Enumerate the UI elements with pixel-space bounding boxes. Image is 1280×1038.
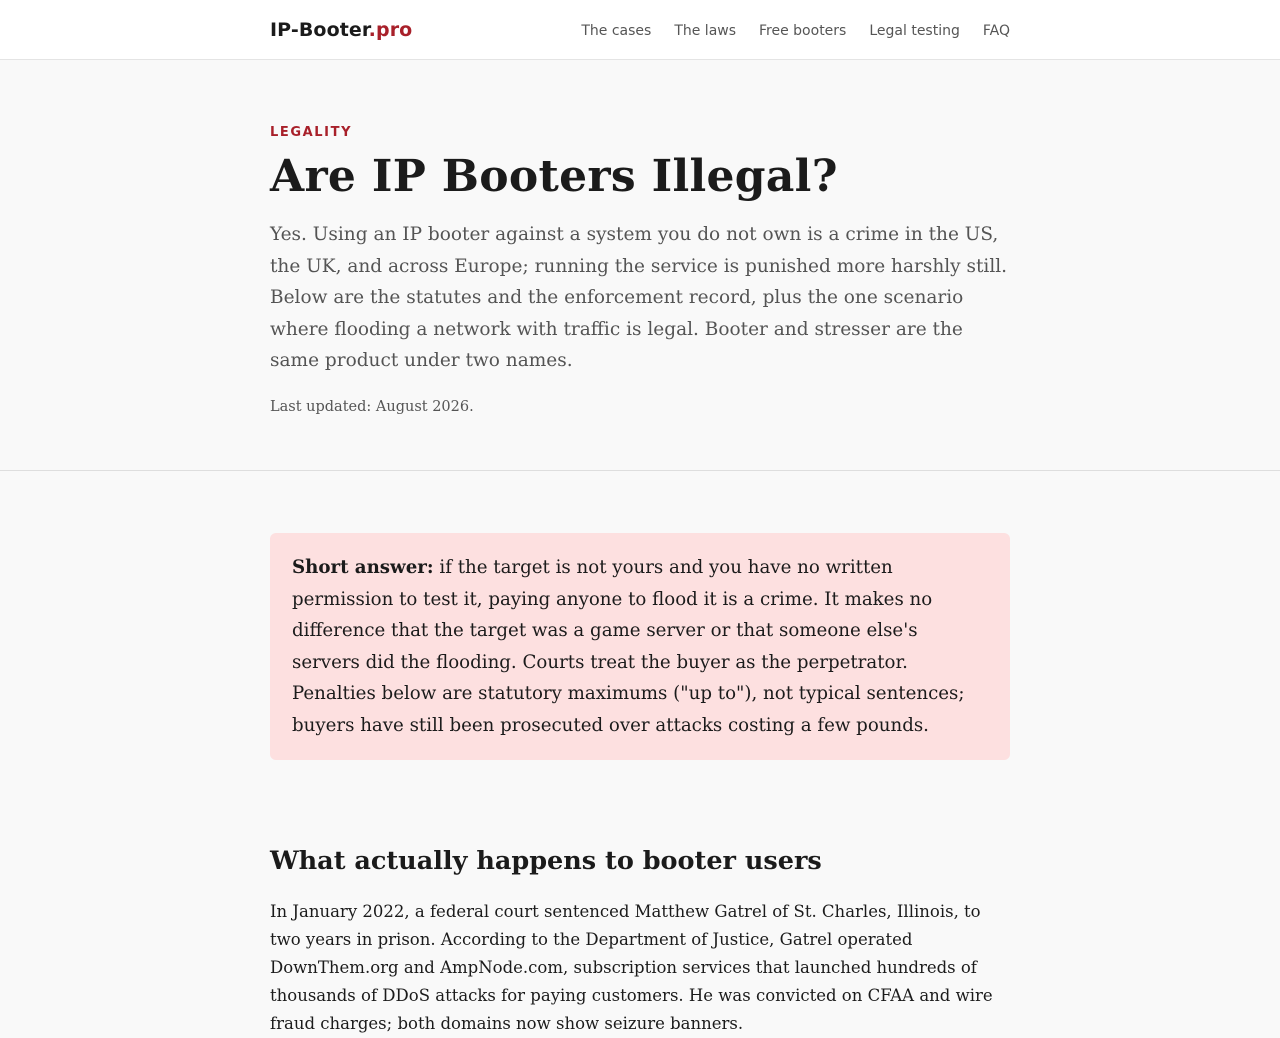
- callout-label: Short answer:: [292, 557, 434, 578]
- nav-link-legal-testing[interactable]: Legal testing: [869, 23, 960, 39]
- section-heading: What actually happens to booter users: [270, 845, 822, 876]
- short-answer-callout: [270, 533, 1010, 760]
- nav-link-laws[interactable]: The laws: [674, 23, 737, 39]
- main-content: [270, 471, 1010, 1038]
- site-logo[interactable]: [270, 19, 412, 41]
- hero-section: [0, 60, 1280, 471]
- callout-text: if the target is not yours and you have no written permission to test it, paying anyone to flood it is a crime. It makes no difference that the target was a game server or that someone else's servers did the flooding. Courts treat the buyer as the perpetrator. Penalties below are statutory maximums ("up to"), not typical sentences; buyers have still been prosecuted over attacks costing a few pounds.: [292, 557, 965, 736]
- lead-paragraph: Yes. Using an IP booter against a system you do not own is a crime in the US, the UK, and across Europe; running the service is punished more harshly still. Below are the statutes and the enforcement record, plus the one scenario where flooding a network with traffic is legal. Booter and stresser are the same product under two names.: [270, 224, 1008, 372]
- logo-main: IP-Booter: [270, 18, 369, 41]
- main-nav: [581, 23, 1010, 39]
- header-inner: [270, 0, 1010, 60]
- last-updated: Last updated: August 2026.: [270, 398, 474, 415]
- nav-link-faq[interactable]: FAQ: [982, 23, 1010, 39]
- hero-inner: [270, 60, 1010, 415]
- logo-tld: .pro: [368, 18, 413, 41]
- nav-link-free-booters[interactable]: Free booters: [759, 23, 847, 39]
- site-header: [0, 0, 1280, 60]
- section-paragraph: In January 2022, a federal court sentenced Matthew Gatrel of St. Charles, Illinois, to two years in prison. According to the Department of Justice, Gatrel operated DownThem.org and AmpNode.com, subscription services that launched hundreds of thousands of DDoS attacks for paying customers. He was convicted on CFAA and wire fraud charges; both domains now show seizure banners.: [270, 902, 993, 1034]
- section-eyebrow: LEGALITY: [270, 125, 353, 140]
- page-title: Are IP Booters Illegal?: [270, 151, 838, 202]
- nav-link-cases[interactable]: The cases: [581, 23, 652, 39]
